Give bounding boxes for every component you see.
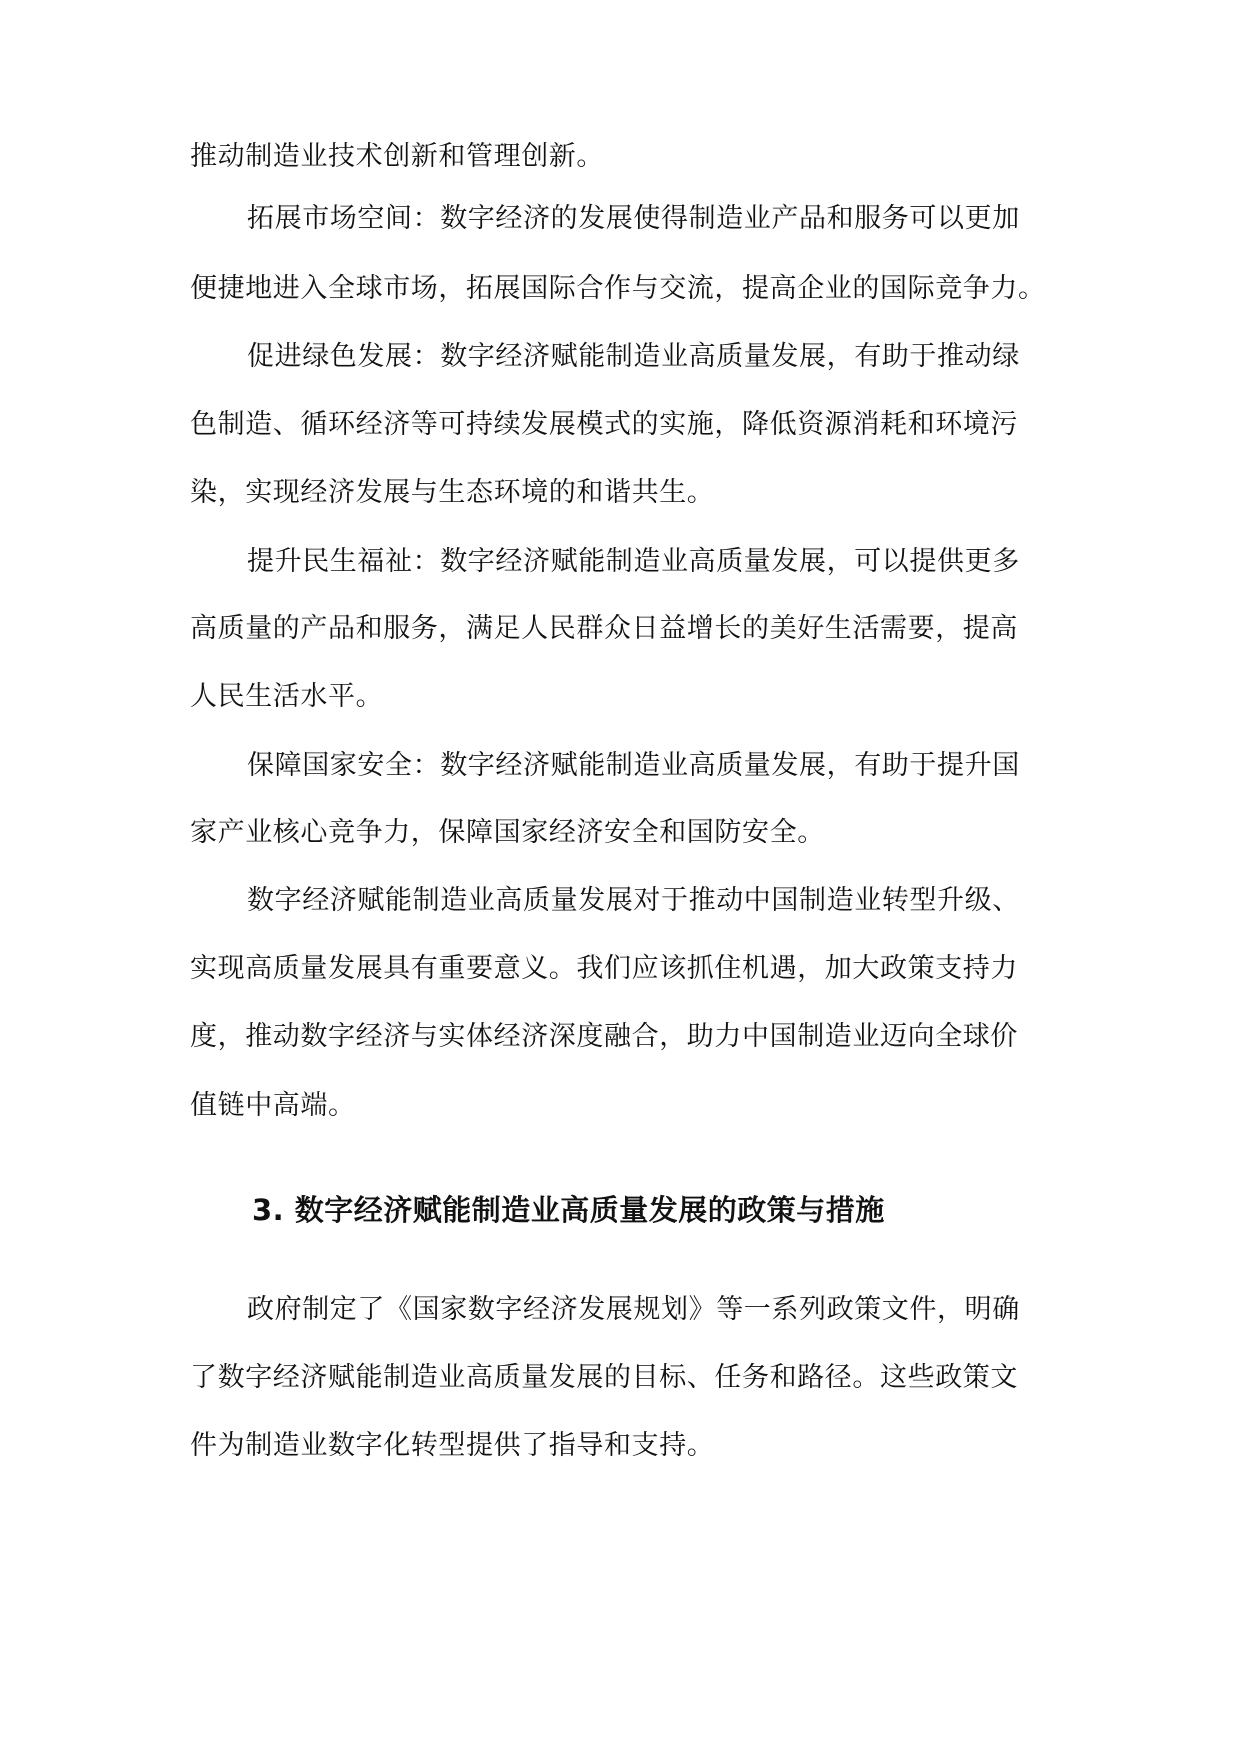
paragraph-line: 实现高质量发展具有重要意义。我们应该抓住机遇，加大政策支持力 [190,953,1018,984]
paragraph-line: 促进绿色发展：数字经济赋能制造业高质量发展，有助于推动绿 [247,341,1020,372]
paragraph-line: 度，推动数字经济与实体经济深度融合，助力中国制造业迈向全球价 [190,1021,1018,1052]
paragraph-line: 色制造、循环经济等可持续发展模式的实施，降低资源消耗和环境污 [190,409,1018,440]
paragraph-line: 提升民生福祉：数字经济赋能制造业高质量发展，可以提供更多 [247,546,1020,577]
paragraph-line: 保障国家安全：数字经济赋能制造业高质量发展，有助于提升国 [247,750,1020,781]
paragraph-line: 拓展市场空间：数字经济的发展使得制造业产品和服务可以更加 [247,203,1020,234]
paragraph-line: 便捷地进入全球市场，拓展国际合作与交流，提高企业的国际竞争力。 [190,273,1046,304]
paragraph-line: 值链中高端。 [190,1090,356,1121]
paragraph-line: 数字经济赋能制造业高质量发展对于推动中国制造业转型升级、 [247,885,1020,916]
paragraph-line: 件为制造业数字化转型提供了指导和支持。 [190,1430,715,1461]
paragraph-line: 家产业核心竞争力，保障国家经济安全和国防安全。 [190,817,825,848]
paragraph-line: 政府制定了《国家数字经济发展规划》等一系列政策文件，明确 [247,1294,1020,1325]
paragraph-line: 染，实现经济发展与生态环境的和谐共生。 [190,477,715,508]
paragraph-line: 推动制造业技术创新和管理创新。 [190,141,604,172]
paragraph-line: 人民生活水平。 [190,681,384,712]
section-heading: 3. 数字经济赋能制造业高质量发展的政策与措施 [252,1193,885,1227]
paragraph-line: 高质量的产品和服务，满足人民群众日益增长的美好生活需要，提高 [190,613,1018,644]
paragraph-line: 了数字经济赋能制造业高质量发展的目标、任务和路径。这些政策文 [190,1362,1018,1393]
